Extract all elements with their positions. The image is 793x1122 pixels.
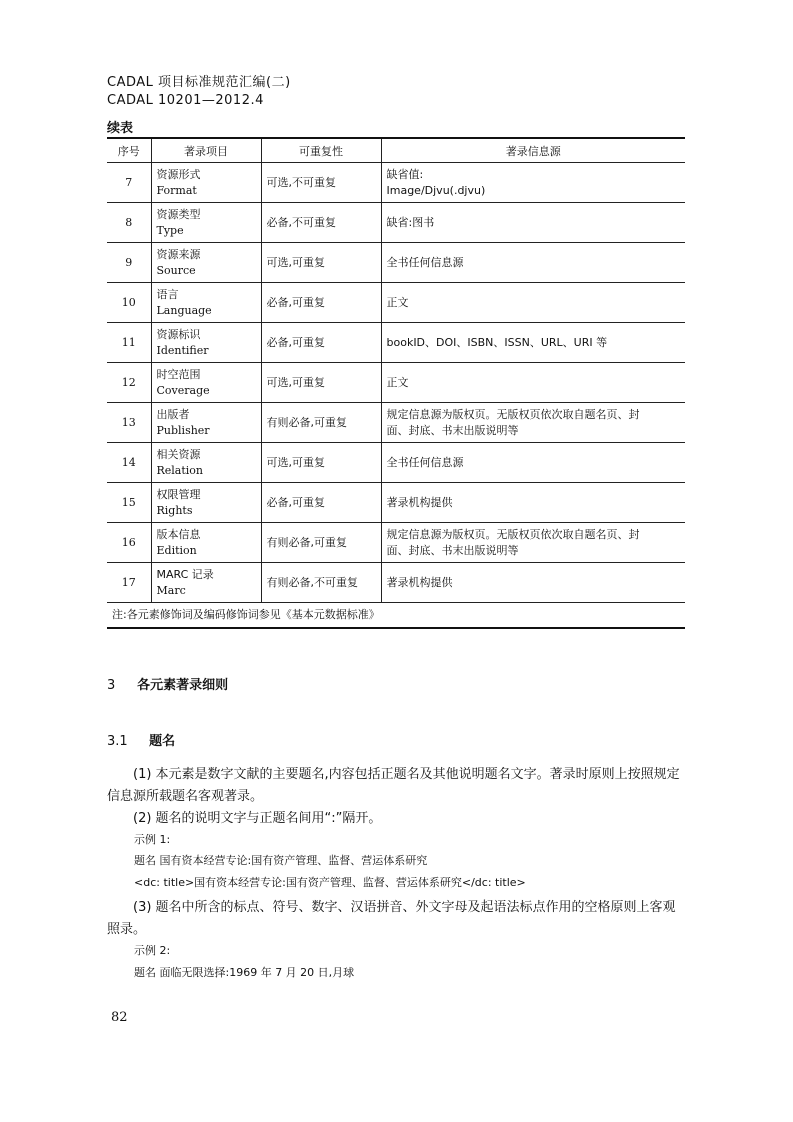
- table-row: [107, 163, 685, 203]
- repeatability-cell: 必备,可重复: [261, 323, 381, 363]
- section-title: 各元素著录细则: [137, 678, 229, 693]
- table-header-row: [107, 138, 685, 163]
- table-row: [107, 243, 685, 283]
- table-note: 注:各元素修饰词及编码修饰词参见《基本元数据标准》: [107, 603, 685, 629]
- info-source-line: 缺省值:: [386, 167, 424, 181]
- column-header: 著录信息源: [381, 138, 685, 163]
- repeatability-cell: 必备,不可重复: [261, 203, 381, 243]
- info-source-cell: [381, 243, 685, 283]
- table-row: [107, 483, 685, 523]
- table-row: [107, 283, 685, 323]
- info-source-line: 面、封底、书末出版说明等: [386, 543, 519, 557]
- table-row: [107, 563, 685, 603]
- repeatability-cell: 可选,可重复: [261, 243, 381, 283]
- page-number: 82: [111, 1010, 128, 1025]
- section-title: 题名: [149, 734, 176, 749]
- row-number: 15: [107, 483, 151, 523]
- row-number: 12: [107, 363, 151, 403]
- row-number: 13: [107, 403, 151, 443]
- row-number: 16: [107, 523, 151, 563]
- info-source-line: 正文: [386, 375, 409, 389]
- example-2-line-1: 题名 面临无限选择:1969 年 7 月 20 日,月球: [134, 966, 355, 979]
- repeatability-cell: 有则必备,可重复: [261, 403, 381, 443]
- column-header: 可重复性: [261, 138, 381, 163]
- info-source-cell: [381, 363, 685, 403]
- repeatability-cell: 可选,可重复: [261, 443, 381, 483]
- info-source-cell: [381, 523, 685, 563]
- section-heading-3-1: [107, 730, 175, 749]
- table-row: [107, 363, 685, 403]
- row-number: 17: [107, 563, 151, 603]
- paragraph-3: (3) 题名中所含的标点、符号、数字、汉语拼音、外文字母及起语法标点作用的空格原则上客观照录。: [107, 900, 676, 937]
- row-number: 14: [107, 443, 151, 483]
- example-2-label: 示例 2:: [134, 944, 171, 957]
- column-header: 著录项目: [151, 138, 261, 163]
- column-header: 序号: [107, 138, 151, 163]
- info-source-cell: [381, 203, 685, 243]
- table-row: [107, 523, 685, 563]
- element-name-zh: 时空范围: [156, 367, 201, 381]
- info-source-cell: [381, 323, 685, 363]
- table-note-row: [107, 603, 685, 629]
- element-name-cell: [151, 283, 261, 323]
- element-name-zh: 权限管理: [156, 487, 201, 501]
- element-name-zh: MARC 记录: [156, 567, 214, 581]
- info-source-cell: [381, 403, 685, 443]
- element-name-zh: 相关资源: [156, 447, 201, 461]
- element-name-en: Edition: [156, 543, 197, 557]
- element-name-zh: 资源类型: [156, 207, 201, 221]
- element-name-cell: [151, 243, 261, 283]
- info-source-line: 著录机构提供: [386, 575, 453, 589]
- repeatability-cell: 必备,可重复: [261, 483, 381, 523]
- element-name-en: Language: [156, 303, 212, 317]
- example-1-line-1: 题名 国有资本经营专论:国有资产管理、监督、营运体系研究: [134, 854, 428, 867]
- row-number: 7: [107, 163, 151, 203]
- element-name-zh: 资源标识: [156, 327, 201, 341]
- table-row: [107, 443, 685, 483]
- element-name-zh: 出版者: [156, 407, 190, 421]
- element-name-cell: [151, 563, 261, 603]
- table-row: [107, 403, 685, 443]
- info-source-line: 缺省:图书: [386, 215, 435, 229]
- info-source-cell: [381, 483, 685, 523]
- table-row: [107, 203, 685, 243]
- element-name-en: Identifier: [156, 343, 209, 357]
- row-number: 8: [107, 203, 151, 243]
- element-name-cell: [151, 323, 261, 363]
- repeatability-cell: 有则必备,可重复: [261, 523, 381, 563]
- info-source-cell: [381, 563, 685, 603]
- info-source-cell: [381, 163, 685, 203]
- section-number: 3: [107, 678, 116, 693]
- info-source-line: 正文: [386, 295, 409, 309]
- paragraph-1: (1) 本元素是数字文献的主要题名,内容包括正题名及其他说明题名文字。著录时原则上按照规定信息源所载题名客观著录。: [107, 767, 680, 804]
- info-source-line: 规定信息源为版权页。无版权页依次取自题名页、封: [386, 407, 640, 421]
- info-source-cell: [381, 443, 685, 483]
- repeatability-cell: 可选,可重复: [261, 363, 381, 403]
- running-header-title: CADAL 项目标准规范汇编(二): [107, 75, 291, 90]
- row-number: 10: [107, 283, 151, 323]
- info-source-line: Image/Djvu(.djvu): [386, 183, 486, 197]
- repeatability-cell: 必备,可重复: [261, 283, 381, 323]
- table-row: [107, 323, 685, 363]
- table-caption: 续表: [107, 121, 134, 136]
- info-source-line: 全书任何信息源: [386, 255, 464, 269]
- element-name-en: Relation: [156, 463, 204, 477]
- row-number: 9: [107, 243, 151, 283]
- info-source-line: bookID、DOI、ISBN、ISSN、URL、URI 等: [386, 335, 608, 349]
- row-number: 11: [107, 323, 151, 363]
- element-name-en: Rights: [156, 503, 193, 517]
- element-name-cell: [151, 163, 261, 203]
- element-name-cell: [151, 203, 261, 243]
- element-name-cell: [151, 483, 261, 523]
- section-number: 3.1: [107, 734, 128, 749]
- element-name-en: Source: [156, 263, 196, 277]
- repeatability-cell: 可选,不可重复: [261, 163, 381, 203]
- info-source-line: 面、封底、书末出版说明等: [386, 423, 519, 437]
- running-header-code: CADAL 10201—2012.4: [107, 93, 264, 108]
- repeatability-cell: 有则必备,不可重复: [261, 563, 381, 603]
- element-name-en: Coverage: [156, 383, 210, 397]
- element-name-zh: 语言: [156, 287, 179, 301]
- element-name-zh: 版本信息: [156, 527, 201, 541]
- info-source-line: 全书任何信息源: [386, 455, 464, 469]
- element-name-cell: [151, 403, 261, 443]
- metadata-table: [107, 137, 685, 629]
- element-name-cell: [151, 363, 261, 403]
- element-name-en: Type: [156, 223, 184, 237]
- info-source-cell: [381, 283, 685, 323]
- element-name-cell: [151, 523, 261, 563]
- example-1-label: 示例 1:: [134, 833, 171, 846]
- example-1-line-2: <dc: title>国有资本经营专论:国有资产管理、监督、营运体系研究</dc: title>: [134, 876, 526, 889]
- element-name-en: Publisher: [156, 423, 210, 437]
- info-source-line: 规定信息源为版权页。无版权页依次取自题名页、封: [386, 527, 640, 541]
- element-name-zh: 资源形式: [156, 167, 201, 181]
- info-source-line: 著录机构提供: [386, 495, 453, 509]
- section-heading-3: [107, 674, 228, 693]
- element-name-en: Marc: [156, 583, 186, 597]
- element-name-en: Format: [156, 183, 197, 197]
- paragraph-2: (2) 题名的说明文字与正题名间用“:”隔开。: [133, 811, 382, 826]
- element-name-zh: 资源来源: [156, 247, 201, 261]
- element-name-cell: [151, 443, 261, 483]
